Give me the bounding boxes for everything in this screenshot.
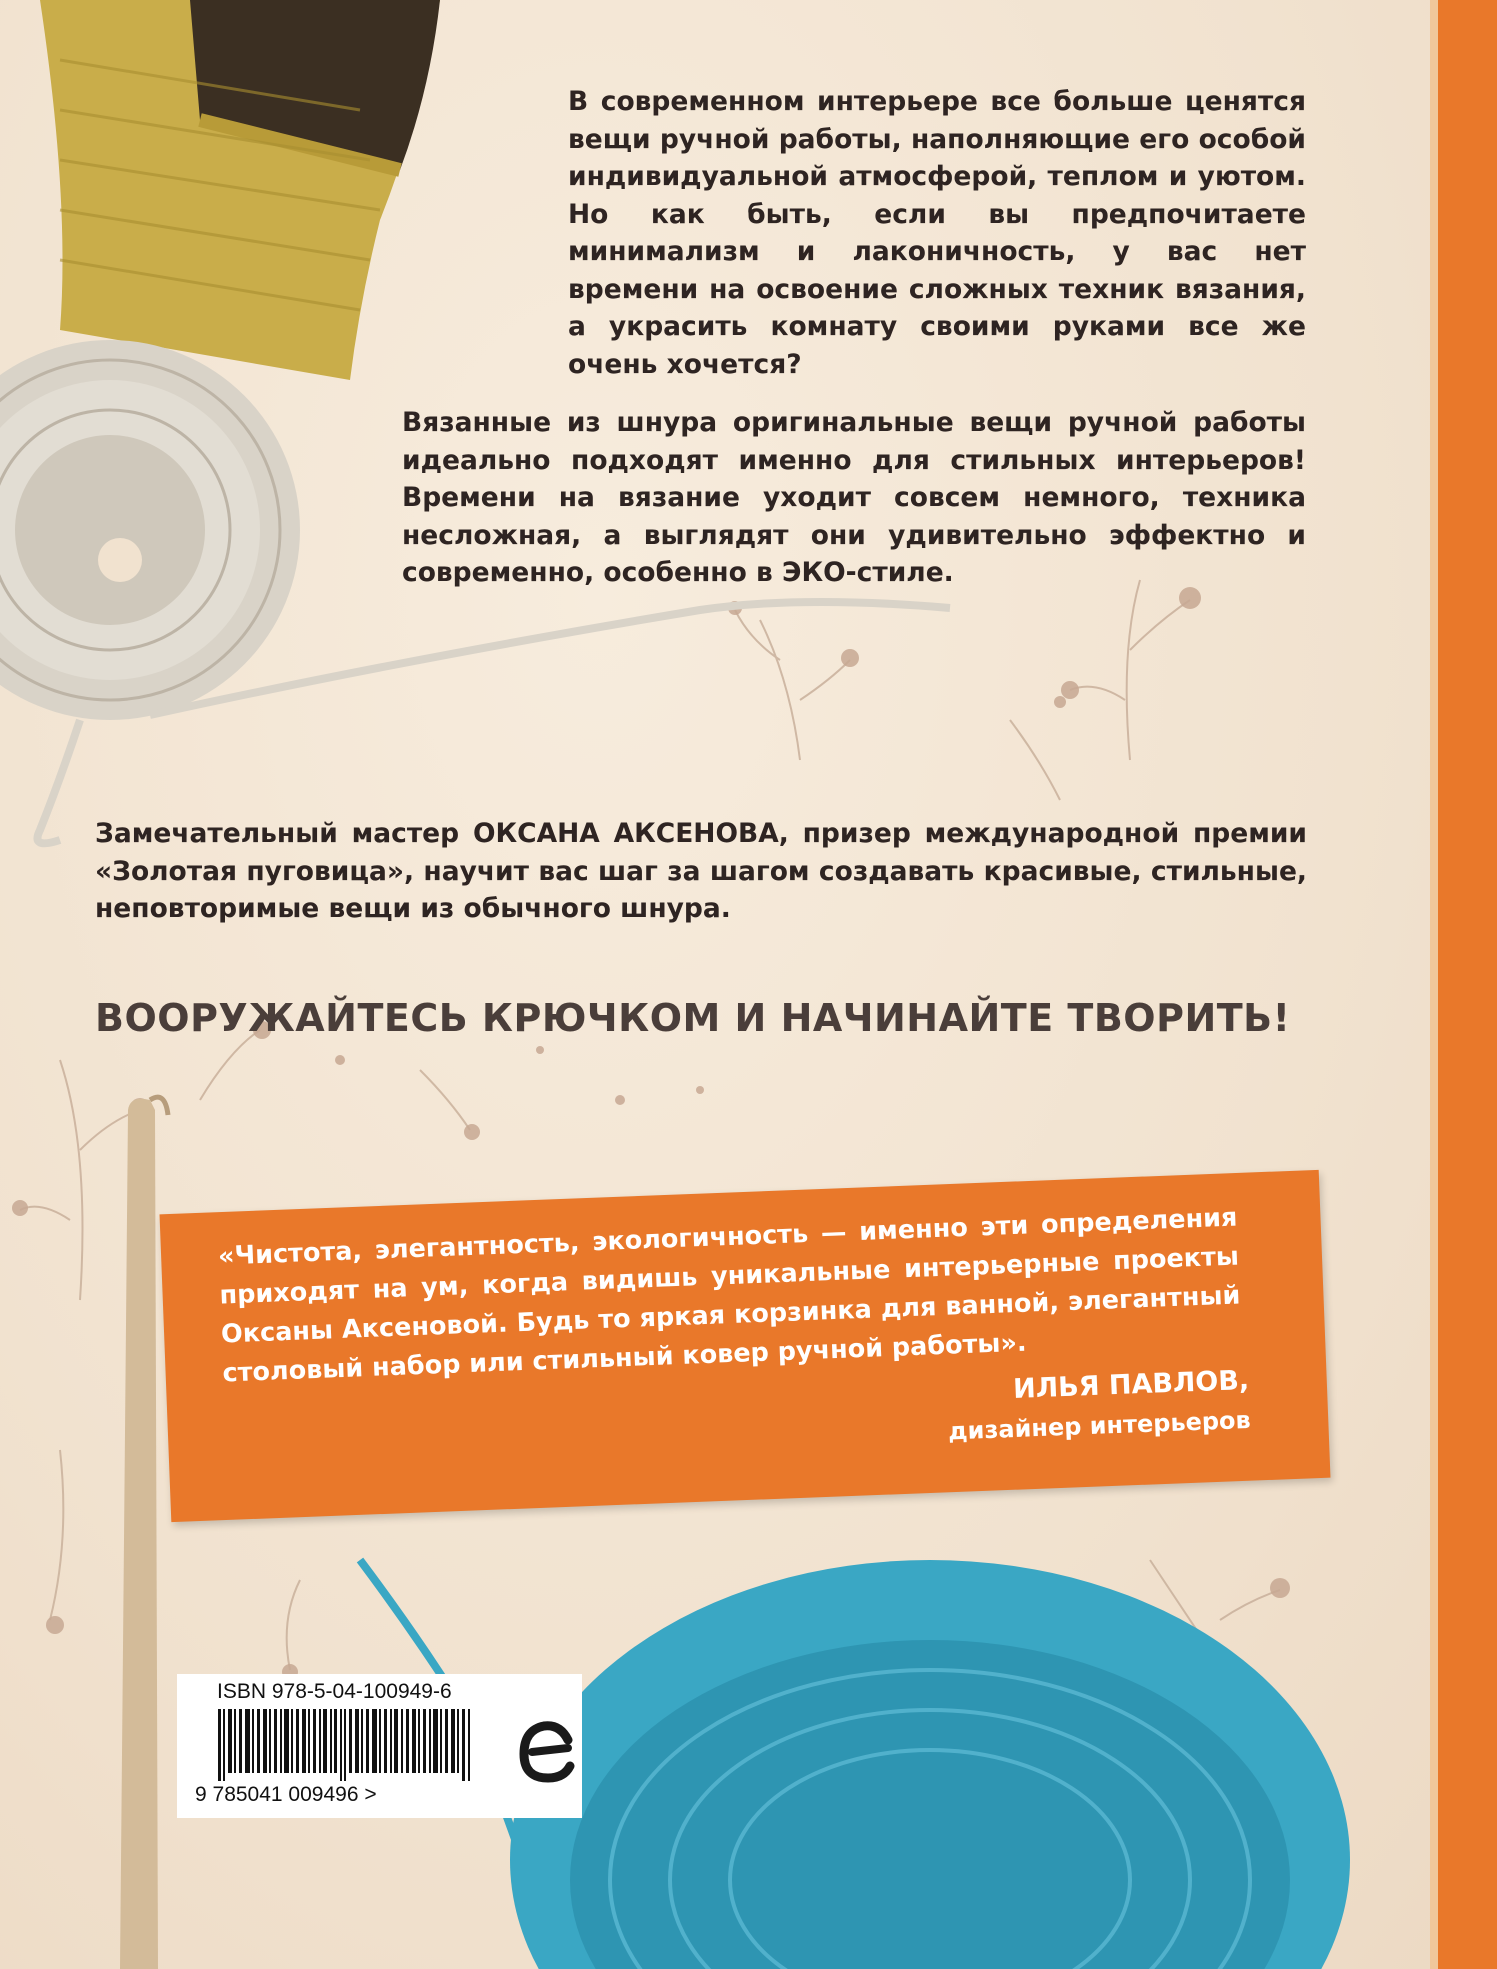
second-paragraph: Вязанные из шнура оригинальные вещи ручной работы идеально подходят именно для стильных интерьеров! Времени на вязание уходит совсем немного, техника несложная, а выглядят они удивительно эффектно и современно, особенно в ЭКО-стиле. [402,407,1306,588]
isbn-label: ISBN 978-5-04-100949-6 [217,1680,452,1703]
quote-author [879,1361,1252,1453]
mustard-pouch-image [40,0,440,380]
barcode [218,1709,473,1781]
intro-paragraph: В современном интерьере все больше ценятся вещи ручной работы, наполняющие его особой индивидуальной атмосферой, теплом и уютом. Но как быть, если вы предпочитаете минимализм и лаконичность, у вас нет времени на освоение сложных техник вязания, а украсить комнату своими руками все же очень хочется? [568,86,1306,380]
book-spine [1438,0,1497,1969]
isbn-digits: 9 785041 009496 > [195,1783,377,1806]
author-paragraph: Замечательный мастер ОКСАНА АКСЕНОВА, призер международной премии «Золотая пуговица», научит вас шаг за шагом создавать красивые, стильные, неповторимые вещи из обычного шнура. [95,818,1307,924]
author-role: дизайнер интерьеров [947,1405,1252,1446]
teal-basket-image [510,1560,1350,1969]
spine-edge [1430,0,1438,1969]
quote-text: «Чистота, элегантность, экологичность — именно эти определения приходят на ум, когда видишь уникальные интерьерные проекты Оксаны Аксеновой. Будь то яркая корзинка для ванной, элегантный столовый набор или стильный ковер ручной работы». [217,1202,1241,1389]
author-name: ИЛЬЯ ПАВЛОВ, [1012,1364,1250,1405]
headline: ВООРУЖАЙТЕСЬ КРЮЧКОМ И НАЧИНАЙТЕ ТВОРИТЬ! [95,996,1291,1040]
publisher-logo-icon [518,1720,578,1784]
